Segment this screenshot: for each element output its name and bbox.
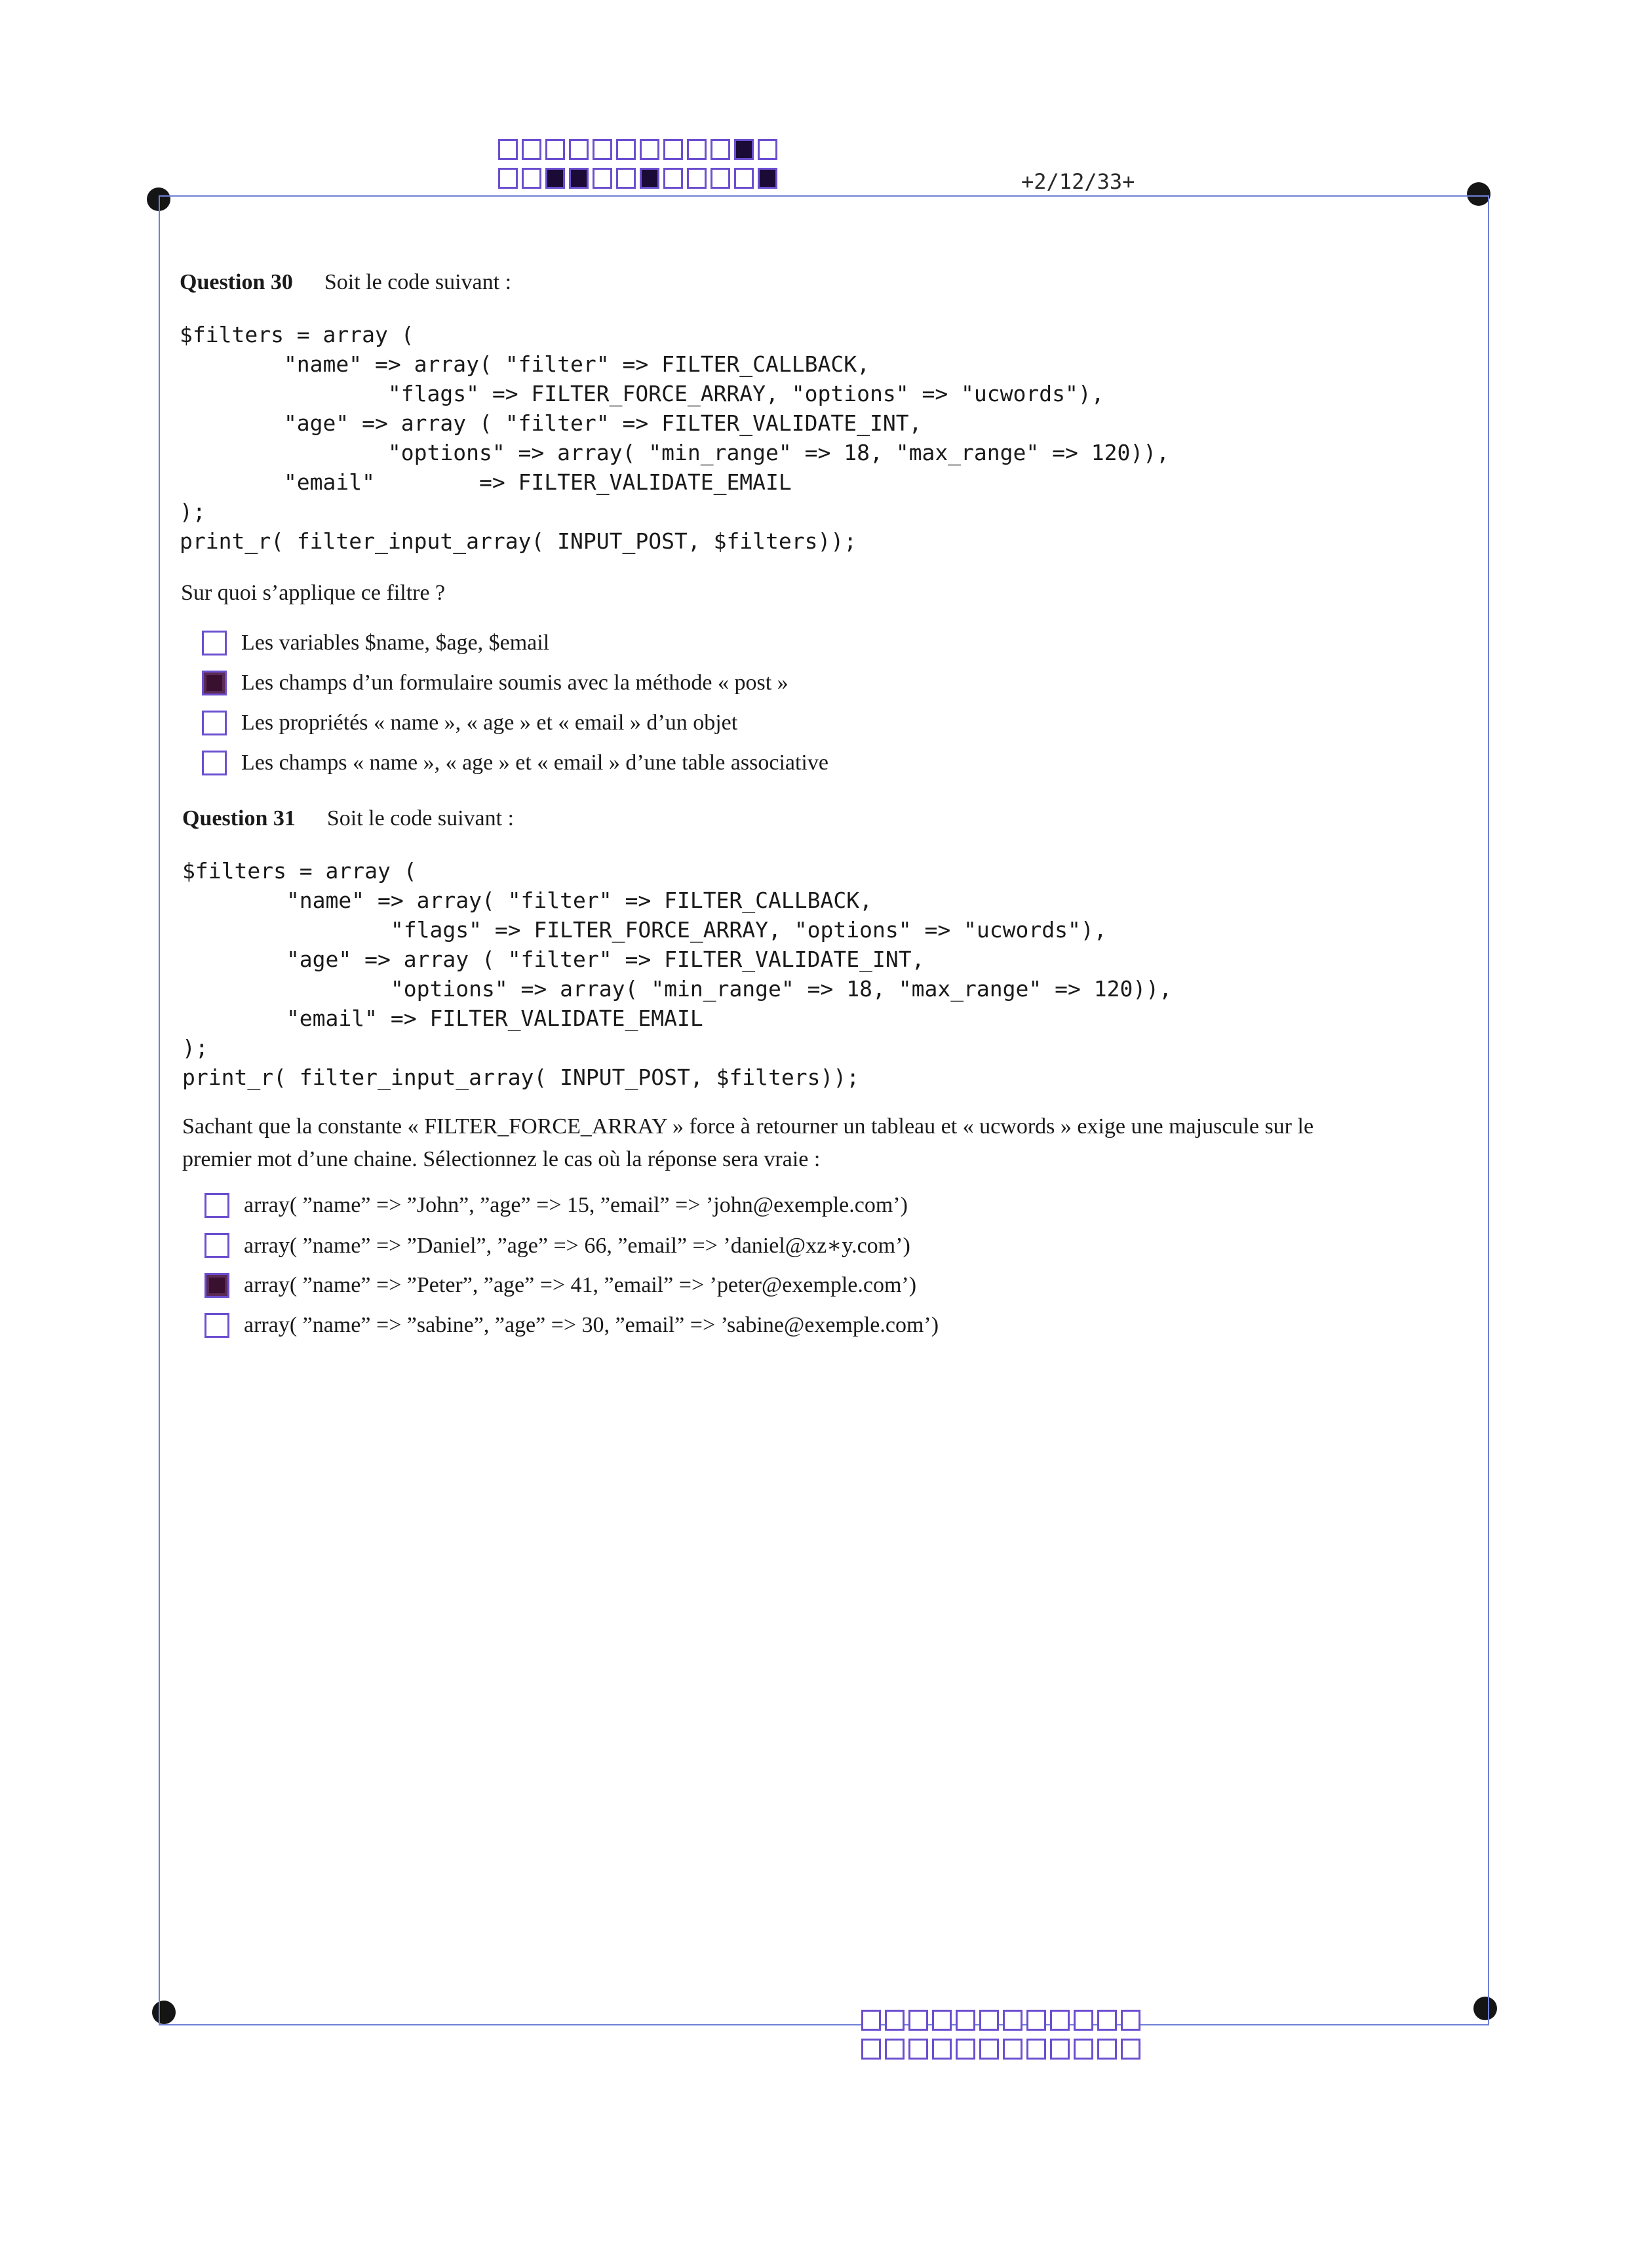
answer-option[interactable] xyxy=(204,1185,939,1225)
answer-list xyxy=(202,623,828,783)
code-cell xyxy=(522,168,541,189)
code-cell xyxy=(734,168,754,189)
code-cell xyxy=(687,139,707,160)
code-cell xyxy=(569,139,589,160)
answer-text: array( ”name” => ”Peter”, ”age” => 41, ”email” => ’peter@exemple.com’) xyxy=(244,1272,917,1297)
answer-option[interactable] xyxy=(202,743,828,783)
code-cell xyxy=(1074,2039,1093,2060)
code-cell xyxy=(908,2010,928,2031)
question-30-header xyxy=(180,270,511,295)
answer-option[interactable] xyxy=(202,703,828,743)
code-cell xyxy=(1003,2039,1022,2060)
code-cell xyxy=(734,139,754,160)
answer-text: Les champs « name », « age » et « email » d’une table associative xyxy=(241,750,828,775)
code-cell xyxy=(861,2039,881,2060)
code-cell xyxy=(569,168,589,189)
question-label: Question 30 xyxy=(180,270,293,294)
top-code-row xyxy=(498,168,777,189)
code-cell xyxy=(545,139,565,160)
code-cell xyxy=(979,2010,999,2031)
answer-text: array( ”name” => ”sabine”, ”age” => 30, ”email” => ’sabine@exemple.com’) xyxy=(244,1312,939,1337)
code-cell xyxy=(1050,2039,1070,2060)
code-block: $filters = array ( "name" => array( "filter" => FILTER_CALLBACK, "flags" => FILTER_FORCE_ARRAY, "options" => "ucwords"), "age" => array ( "filter" => FILTER_VALIDATE_INT, "options" => array( "min_range" => 18, "max_range" => 120)), "email" => FILTER_VALIDATE_EMAIL ); print_r( filter_input_array( INPUT_POST, $filters)); xyxy=(180,322,1169,554)
answer-text: Les propriétés « name », « age » et « email » d’un objet xyxy=(241,710,738,735)
question-intro: Soit le code suivant : xyxy=(326,806,515,831)
code-cell xyxy=(861,2010,881,2031)
answer-text: array( ”name” => ”Daniel”, ”age” => 66, ”email” => ’daniel@xz∗y.com’) xyxy=(244,1233,910,1258)
code-cell xyxy=(616,139,636,160)
code-cell xyxy=(640,139,659,160)
answer-checkbox[interactable] xyxy=(204,1273,229,1298)
bottom-code-row xyxy=(861,2010,1140,2031)
prompt-line: Sachant que la constante « FILTER_FORCE_ARRAY » force à retourner un tableau et « ucwords » exige une majuscule sur le xyxy=(182,1114,1314,1139)
answer-checkbox[interactable] xyxy=(204,1313,229,1338)
code-cell xyxy=(687,168,707,189)
code-cell xyxy=(663,168,683,189)
code-cell xyxy=(1121,2010,1140,2031)
code-cell xyxy=(979,2039,999,2060)
answer-option[interactable] xyxy=(204,1225,939,1265)
answer-option[interactable] xyxy=(204,1265,939,1305)
code-block: $filters = array ( "name" => array( "filter" => FILTER_CALLBACK, "flags" => FILTER_FORCE_ARRAY, "options" => "ucwords"), "age" => array ( "filter" => FILTER_VALIDATE_INT, "options" => array( "min_range" => 18, "max_range" => 120)), "email" => FILTER_VALIDATE_EMAIL ); print_r( filter_input_array( INPUT_POST, $filters)); xyxy=(182,858,1172,1090)
code-cell xyxy=(593,139,612,160)
answer-option[interactable] xyxy=(202,663,828,703)
code-cell xyxy=(1121,2039,1140,2060)
code-cell xyxy=(498,168,518,189)
question-prompt xyxy=(182,1110,1314,1176)
code-cell xyxy=(885,2039,905,2060)
question-31-header xyxy=(182,806,514,831)
code-cell xyxy=(758,168,777,189)
code-cell xyxy=(663,139,683,160)
code-cell xyxy=(1074,2010,1093,2031)
prompt-line: premier mot d’une chaine. Sélectionnez le cas où la réponse sera vraie : xyxy=(182,1147,821,1171)
code-cell xyxy=(1097,2010,1117,2031)
code-cell xyxy=(1050,2010,1070,2031)
code-cell xyxy=(498,139,518,160)
code-cell xyxy=(758,139,777,160)
answer-option[interactable] xyxy=(202,623,828,663)
answer-checkbox[interactable] xyxy=(202,671,227,695)
answer-list xyxy=(204,1185,939,1345)
answer-text: Les champs d’un formulaire soumis avec la méthode « post » xyxy=(241,670,789,695)
code-cell xyxy=(885,2010,905,2031)
top-code-row xyxy=(498,139,777,160)
answer-checkbox[interactable] xyxy=(202,711,227,735)
code-cell xyxy=(956,2010,975,2031)
code-cell xyxy=(522,139,541,160)
code-cell xyxy=(593,168,612,189)
answer-option[interactable] xyxy=(204,1305,939,1345)
answer-checkbox[interactable] xyxy=(202,631,227,655)
code-cell xyxy=(932,2039,952,2060)
answer-checkbox[interactable] xyxy=(204,1193,229,1218)
bottom-code-row xyxy=(861,2039,1140,2060)
question-intro: Soit le code suivant : xyxy=(324,270,512,294)
code-cell xyxy=(711,168,730,189)
code-cell xyxy=(1097,2039,1117,2060)
code-cell xyxy=(908,2039,928,2060)
code-cell xyxy=(616,168,636,189)
answer-checkbox[interactable] xyxy=(204,1233,229,1258)
code-cell xyxy=(640,168,659,189)
code-cell xyxy=(956,2039,975,2060)
code-cell xyxy=(545,168,565,189)
question-prompt: Sur quoi s’applique ce filtre ? xyxy=(181,581,446,605)
code-cell xyxy=(1003,2010,1022,2031)
code-cell xyxy=(932,2010,952,2031)
answer-text: Les variables $name, $age, $email xyxy=(241,630,550,655)
answer-checkbox[interactable] xyxy=(202,751,227,775)
code-cell xyxy=(1026,2010,1046,2031)
question-label: Question 31 xyxy=(182,806,296,831)
answer-text: array( ”name” => ”John”, ”age” => 15, ”email” => ’john@exemple.com’) xyxy=(244,1192,908,1217)
code-cell xyxy=(711,139,730,160)
code-cell xyxy=(1026,2039,1046,2060)
page-id: +2/12/33+ xyxy=(1021,169,1135,194)
